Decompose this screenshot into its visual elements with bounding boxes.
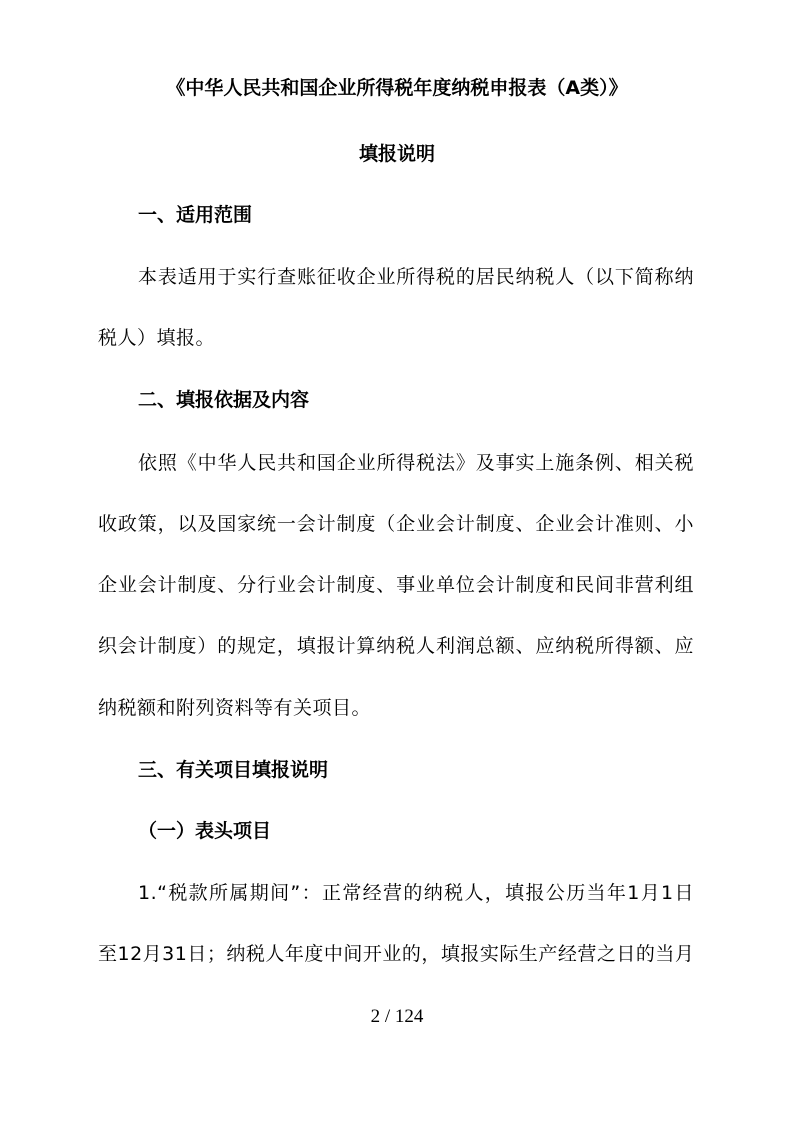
paragraph-line: 纳税额和附列资料等有关项目。 [98, 697, 372, 719]
paragraph-line: 1.“税款所属期间”：正常经营的纳税人，填报公历当年1月1日 [138, 882, 694, 904]
document-title: 《中华人民共和国企业所得税年度纳税申报表（A类）》 [166, 77, 628, 99]
section-heading-items: 三、有关项目填报说明 [138, 759, 329, 781]
paragraph-line: 织会计制度）的规定，填报计算纳税人利润总额、应纳税所得额、应 [98, 635, 694, 657]
paragraph-line: 企业会计制度、分行业会计制度、事业单位会计制度和民间非营利组 [98, 574, 694, 596]
paragraph-line: 依照《中华人民共和国企业所得税法》及事实上施条例、相关税 [138, 452, 694, 474]
page-number: 2 / 124 [370, 1006, 424, 1027]
paragraph-line: 至12月31日；纳税人年度中间开业的，填报实际生产经营之日的当月 [98, 943, 695, 965]
subsection-heading-header-items: （一）表头项目 [138, 820, 272, 842]
document-subtitle: 填报说明 [358, 143, 435, 165]
section-heading-scope: 一、适用范围 [138, 204, 253, 226]
paragraph-line: 税人）填报。 [98, 327, 216, 349]
section-heading-basis: 二、填报依据及内容 [138, 389, 310, 411]
paragraph-line: 收政策，以及国家统一会计制度（企业会计制度、企业会计准则、小 [98, 513, 694, 535]
paragraph-line: 本表适用于实行查账征收企业所得税的居民纳税人（以下简称纳 [138, 266, 694, 288]
